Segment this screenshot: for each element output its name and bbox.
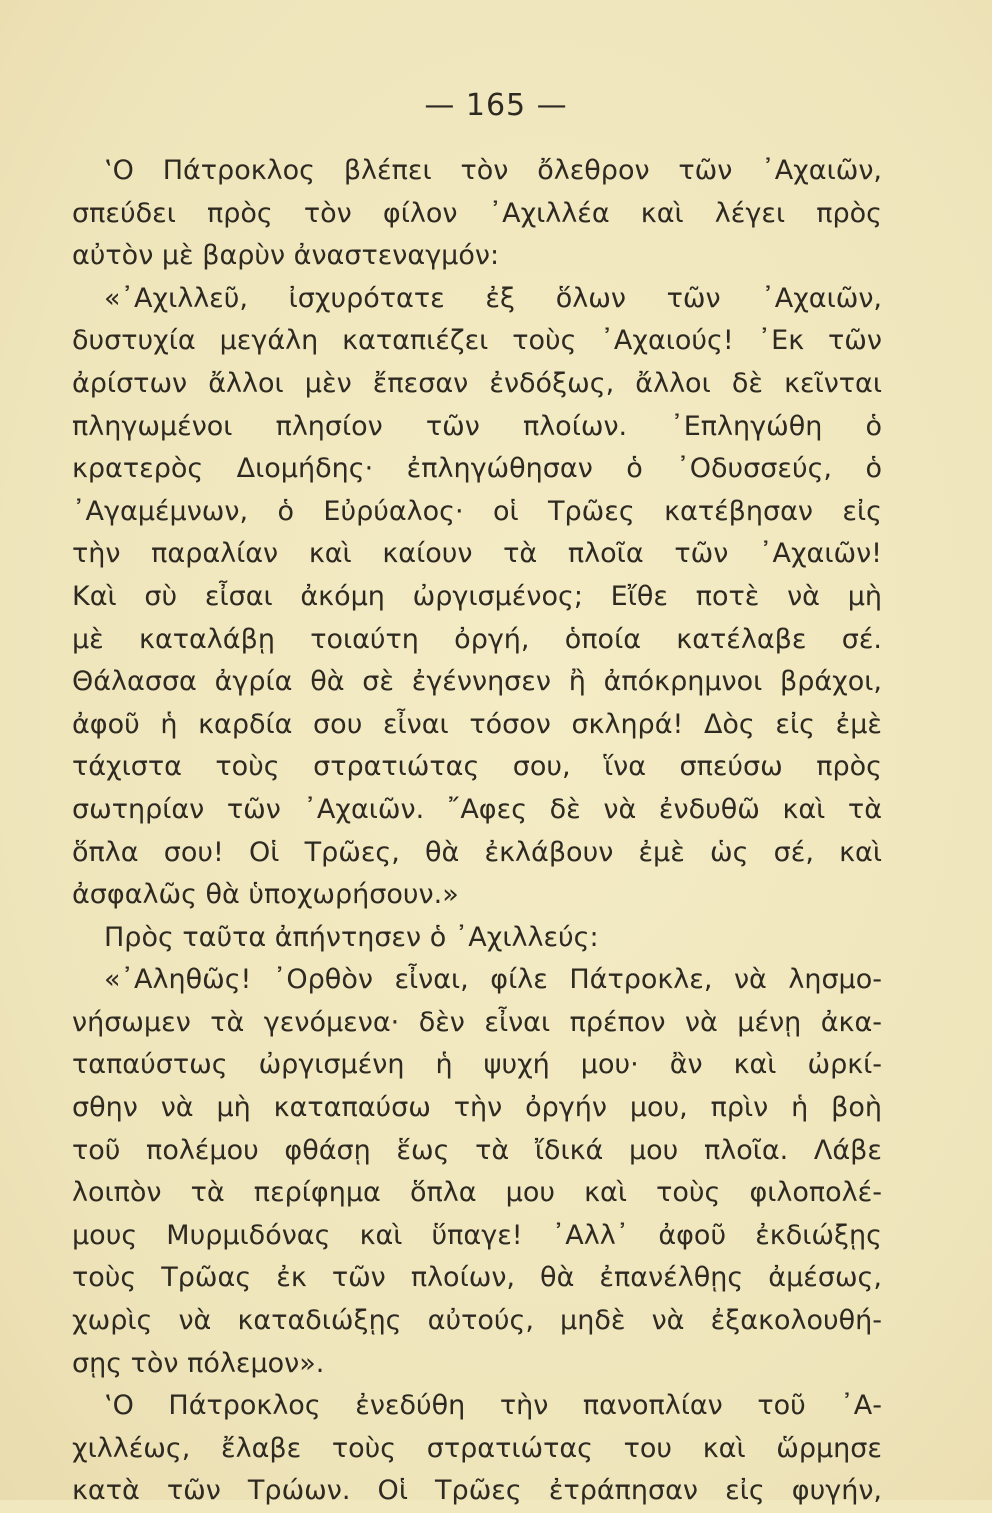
text-line: σωτηρίαν τῶν ᾿Αχαιῶν. ῎Αφες δὲ νὰ ἐνδυθῶ καὶ τὰ [72,793,882,825]
text-line: ὅπλα σου! Οἱ Τρῶες, θὰ ἐκλάβουν ἐμὲ ὡς σέ, καὶ [72,836,882,868]
text-line: τάχιστα τοὺς στρατιώτας σου, ἵνα σπεύσω πρὸς [72,751,882,783]
text-line: Πρὸς ταῦτα ἀπήντησεν ὁ ᾿Αχιλλεύς: [104,921,599,953]
text-line: πληγωμένοι πλησίον τῶν πλοίων. ᾿Επληγώθη ὁ [72,410,882,442]
text-line: τοῦ πολέμου φθάσῃ ἕως τὰ ἴδικά μου πλοῖα. Λάβε [72,1134,882,1166]
text-line: χιλλέως, ἔλαβε τοὺς στρατιώτας του καὶ ὥρμησε [72,1432,882,1464]
text-line: «᾿Αληθῶς! ᾿Ορθὸν εἶναι, φίλε Πάτροκλε, νὰ λησμο- [104,964,882,996]
text-line: χωρὶς νὰ καταδιώξῃς αὐτούς, μηδὲ νὰ ἐξακολουθή- [72,1305,882,1337]
text-line: κρατερὸς Διομήδης· ἐπληγώθησαν ὁ ᾿Οδυσσεύς, ὁ [72,453,882,485]
text-line: ταπαύστως ὠργισμένη ἡ ψυχή μου· ἂν καὶ ὠρκί- [72,1049,882,1081]
text-line: Θάλασσα ἀγρία θὰ σὲ ἐγέννησεν ἢ ἀπόκρημνοι βράχοι, [72,666,882,698]
page-number: — 165 — [424,88,568,123]
text-line: μὲ καταλάβῃ τοιαύτη ὀργή, ὁποία κατέλαβε σέ. [72,623,882,655]
body-text [72,150,882,1513]
text-line: σῃς τὸν πόλεμον». [72,1347,325,1379]
text-line: δυστυχία μεγάλη καταπιέζει τοὺς ᾿Αχαιούς! ᾿Εκ τῶν [72,325,882,357]
text-line: τοὺς Τρῶας ἐκ τῶν πλοίων, θὰ ἐπανέλθῃς ἀμέσως, [72,1262,882,1294]
text-line: ἀφοῦ ἡ καρδία σου εἶναι τόσον σκληρά! Δὸς εἰς ἐμὲ [72,708,882,740]
text-line: ᾿Αγαμέμνων, ὁ Εὐρύαλος· οἱ Τρῶες κατέβησαν εἰς [72,495,882,527]
text-line: νήσωμεν τὰ γενόμενα· δὲν εἶναι πρέπον νὰ μένῃ ἀκα- [72,1006,882,1038]
text-line: ‛Ο Πάτροκλος ἐνεδύθη τὴν πανοπλίαν τοῦ ᾿Α- [104,1390,882,1422]
text-line: σθην νὰ μὴ καταπαύσω τὴν ὀργήν μου, πρὶν ἡ βοὴ [72,1092,882,1124]
text-line: Καὶ σὺ εἶσαι ἀκόμη ὠργισμένος; Εἴθε ποτὲ νὰ μὴ [72,580,882,612]
text-line: σπεύδει πρὸς τὸν φίλον ᾿Αχιλλέα καὶ λέγει πρὸς [72,197,882,229]
text-line: λοιπὸν τὰ περίφημα ὅπλα μου καὶ τοὺς φιλοπολέ- [72,1177,882,1209]
text-line: «᾿Αχιλλεῦ, ἰσχυρότατε ἐξ ὅλων τῶν ᾿Αχαιῶν, [104,282,882,314]
text-line: αὐτὸν μὲ βαρὺν ἀναστεναγμόν: [72,240,500,272]
text-line: κατὰ τῶν Τρώων. Οἱ Τρῶες ἐτράπησαν εἰς φυγήν, [72,1475,882,1507]
text-line: μους Μυρμιδόνας καὶ ὕπαγε! ᾿Αλλ᾿ ἀφοῦ ἐκδιώξῃς [72,1219,882,1251]
text-line: ‛Ο Πάτροκλος βλέπει τὸν ὄλεθρον τῶν ᾿Αχαιῶν, [104,155,882,186]
text-line: τὴν παραλίαν καὶ καίουν τὰ πλοῖα τῶν ᾿Αχαιῶν! [72,538,882,570]
text-line: ἀσφαλῶς θὰ ὑποχωρήσουν.» [72,879,459,911]
text-line: ἀρίστων ἄλλοι μὲν ἔπεσαν ἐνδόξως, ἄλλοι δὲ κεῖνται [72,367,882,399]
